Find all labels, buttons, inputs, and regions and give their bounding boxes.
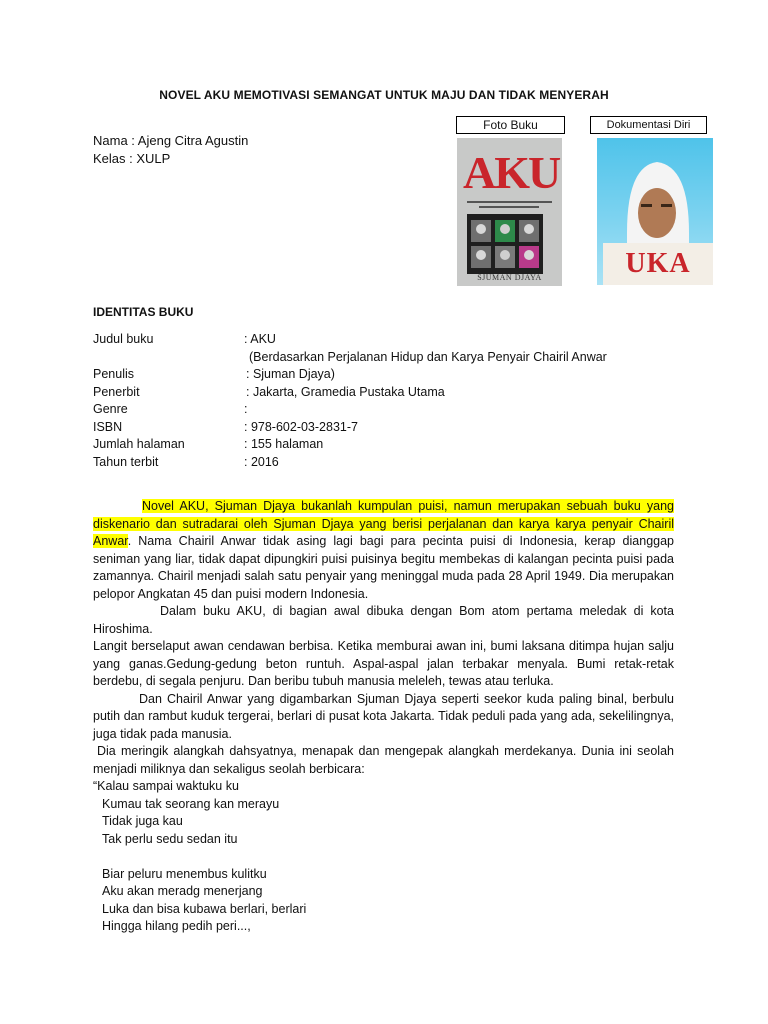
cover-subtitle-line [467,201,552,203]
body-text [93,498,674,936]
identity-value: : [244,402,248,416]
poem-line: Hingga hilang pedih peri..., [102,919,251,933]
poem-line: Kumau tak seorang kan merayu [102,796,280,811]
paragraph-intro [93,498,674,603]
identity-row [93,384,607,402]
paragraph-hiroshima: Dalam buku AKU, di bagian awal dibuka dengan Bom atom pertama meledak di kota Hiroshima. [93,604,674,636]
identity-label: Genre [93,402,128,416]
identity-value: : 155 halaman [244,437,324,451]
identity-value: : 2016 [244,454,279,469]
paragraph-sky: Langit berselaput awan cendawan berbisa. Ketika memburai awan ini, bumi laksana ditimpa hujan salju yang ganas.Gedung-gedung beton runtuh. Aspal-aspal jalan terbakar menyala. Bumi retak-retak berdebu, di segala penjuru. Dan beribu tubuh manusia meleleh, tewas atau terluka. [93,639,674,688]
poem-line: Luka dan bisa kubawa berlari, berlari [102,901,307,916]
poem-stanza-2 [93,866,674,936]
cover-subtitle-line [479,206,539,208]
paragraph-dunia: Dia meringik alangkah dahsyatnya, menapak dan mengepak alangkah merdekanya. Dunia ini seolah menjadi miliknya dan sekaligus seolah berbicara: [93,744,674,776]
paragraph-text: . Nama Chairil Anwar tidak asing lagi bagi para pecinta puisi di Indonesia, kerap dianggap seniman yang liar, tidak dapat dipungkiri puisi puisinya begitu membekas di kalangan pecinta puisi pada zamannya. Chairil menjadi salah satu penyair yang meninggal muda pada 28 April 1949. Dia merupakan pelopor Angkatan 45 dan puisi modern Indonesia. [93,534,674,601]
document-title: NOVEL AKU MEMOTIVASI SEMANGAT UNTUK MAJU DAN TIDAK MENYERAH [159,88,609,102]
identity-label: ISBN [93,419,123,434]
student-info [93,132,248,168]
cover-author: SJUMAN DJAYA [477,273,542,282]
poem-line: Tidak juga kau [102,814,183,828]
self-doc-caption: Dokumentasi Diri [590,116,707,134]
identity-row [93,401,607,419]
identity-label: Penerbit [93,384,140,399]
identity-row [93,419,607,437]
identity-label: Jumlah halaman [93,437,185,451]
cover-title: AKU [463,147,560,198]
poem-line: Biar peluru menembus kulitku [102,866,267,881]
poem-line: Aku akan meradg menerjang [102,884,263,898]
book-cover-image [457,138,562,286]
stanza-gap [93,848,674,866]
held-book: UKA [603,243,713,285]
book-photo-caption: Foto Buku [456,116,565,134]
identity-row [93,331,607,349]
poem-line: Tak perlu sedu sedan itu [102,831,238,846]
highlighted-text: Novel AKU, Sjuman Djaya bukanlah kumpulan puisi, namun merupakan sebuah buku yang diskenario dan sutradarai oleh Sjuman Djaya yang berisi perjalanan dan karya karya penyair Chairil Anwar [93,499,674,548]
poem-line: “Kalau sampai waktuku ku [93,779,239,793]
identity-title-extra: (Berdasarkan Perjalanan Hidup dan Karya Penyair Chairil Anwar [249,349,607,364]
identity-row [93,366,607,384]
identity-label: Tahun terbit [93,454,159,469]
student-name: Nama : Ajeng Citra Agustin [93,133,249,148]
self-photo-image [597,138,713,285]
identity-value: : Sjuman Djaya) [246,367,335,381]
identity-row [93,454,607,472]
identity-row [93,436,607,454]
poem-stanza-1 [93,778,674,848]
paragraph-chairil: Dan Chairil Anwar yang digambarkan Sjuman Djaya seperti seekor kuda paling binal, berbulu putih dan rambut kuduk tergerai, berlari di pusat kota Jakarta. Tidak peduli pada yang ada, sekelilingnya, juga tidak pada manusia. [93,691,674,741]
identity-value: : 978-602-03-2831-7 [244,419,358,434]
identity-label: Judul buku [93,332,154,346]
identity-label: Penulis [93,367,134,381]
identity-heading: IDENTITAS BUKU [93,305,194,319]
student-class: Kelas : XULP [93,151,171,166]
filmstrip-graphic [467,214,543,274]
book-identity-table [93,331,607,471]
identity-value: : AKU [244,332,276,346]
identity-value: : Jakarta, Gramedia Pustaka Utama [246,384,445,399]
